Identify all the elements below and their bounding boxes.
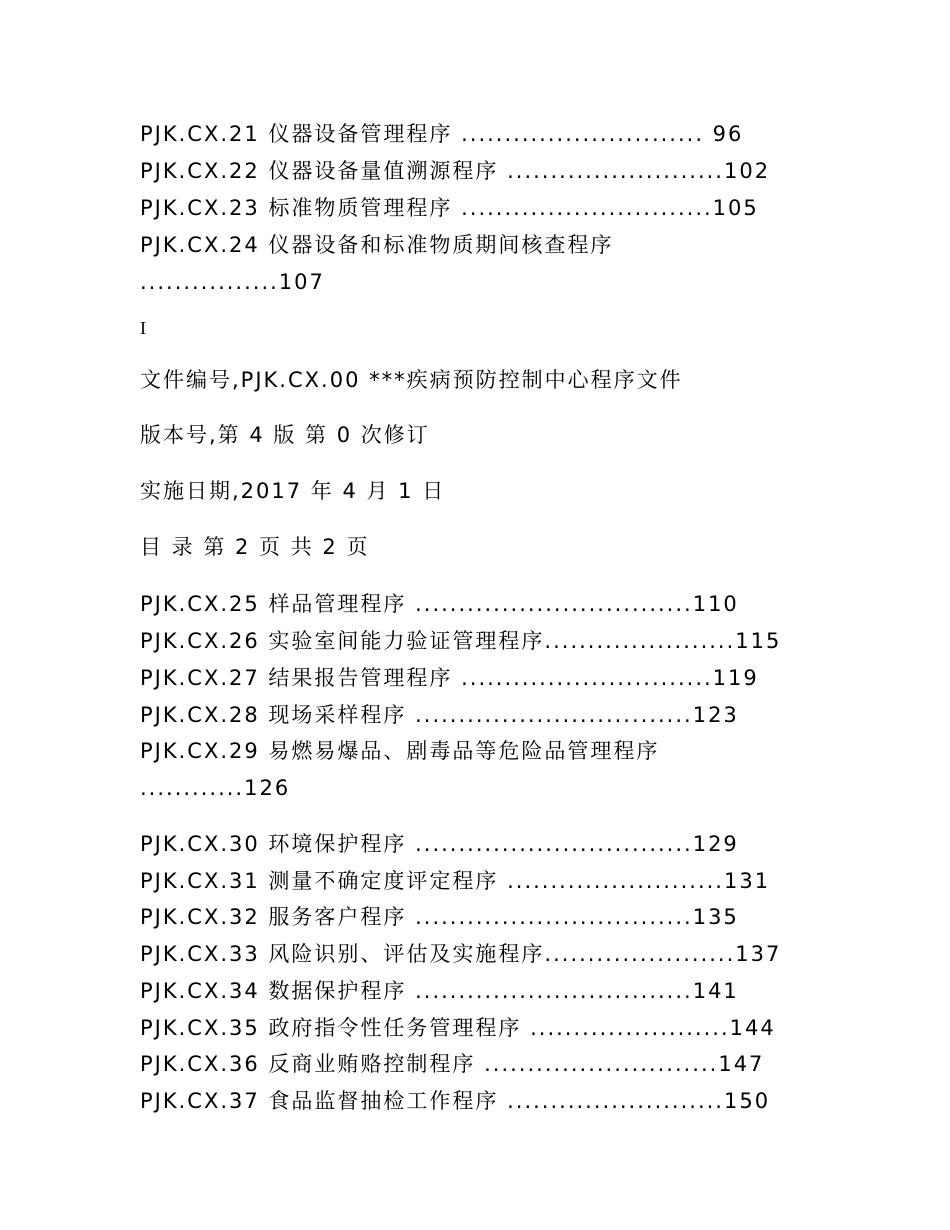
effective-date: 实施日期,2017 年 4 月 1 日: [140, 479, 446, 503]
toc-entry: PJK.CX.37 食品监督抽检工作程序 .........................150: [140, 1089, 771, 1113]
toc-entry: PJK.CX.36 反商业贿赂控制程序 ...........................147: [140, 1052, 765, 1076]
toc-entry: PJK.CX.26 实验室间能力验证管理程序......................115: [140, 629, 782, 653]
toc-entry: PJK.CX.24 仪器设备和标准物质期间核查程序: [140, 233, 614, 257]
toc-entry-page: ............126: [140, 776, 291, 800]
toc-entry: PJK.CX.28 现场采样程序 ................................123: [140, 703, 739, 727]
toc-entry-page: ................107: [140, 270, 325, 294]
toc-entry: PJK.CX.27 结果报告管理程序 .............................119: [140, 666, 759, 690]
toc-entry: PJK.CX.21 仪器设备管理程序 ............................ 96: [140, 122, 744, 146]
toc-entry: PJK.CX.29 易燃易爆品、剧毒品等危险品管理程序: [140, 739, 660, 763]
toc-entry: PJK.CX.23 标准物质管理程序 .............................105: [140, 196, 759, 220]
toc-entry: PJK.CX.32 服务客户程序 ................................135: [140, 905, 739, 929]
page-roman-numeral: I: [140, 318, 146, 338]
toc-entry: PJK.CX.31 测量不确定度评定程序 .........................131: [140, 869, 771, 893]
document-number: 文件编号,PJK.CX.00 ***疾病预防控制中心程序文件: [140, 368, 683, 392]
toc-page-label: 目 录 第 2 页 共 2 页: [140, 535, 370, 559]
toc-entry: PJK.CX.33 风险识别、评估及实施程序......................137: [140, 942, 782, 966]
toc-entry: PJK.CX.34 数据保护程序 ................................141: [140, 979, 739, 1003]
version-line: 版本号,第 4 版 第 0 次修订: [140, 423, 430, 447]
toc-entry: PJK.CX.35 政府指令性任务管理程序 .......................144: [140, 1016, 776, 1040]
toc-entry: PJK.CX.25 样品管理程序 ................................110: [140, 592, 739, 616]
toc-entry: PJK.CX.22 仪器设备量值溯源程序 .........................102: [140, 159, 771, 183]
toc-entry: PJK.CX.30 环境保护程序 ................................129: [140, 832, 739, 856]
